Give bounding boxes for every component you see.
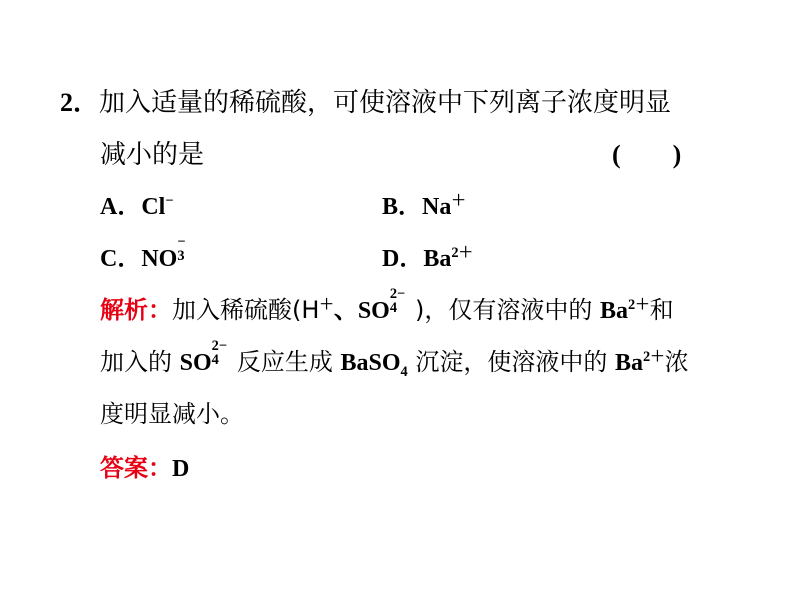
- so4-subscript-2: 4: [211, 352, 219, 369]
- so4-sub-sup: [389, 286, 415, 318]
- question-stem-2: 减小的是: [100, 140, 205, 170]
- analysis-text-2c: 沉淀，使溶液中的: [407, 348, 615, 376]
- question-stem-1: 加入适量的稀硫酸，可使溶液中下列离子浓度明显: [99, 88, 672, 118]
- so4-subscript: 4: [389, 300, 398, 317]
- option-b: [382, 186, 466, 221]
- analysis-text-2b: 反应生成: [236, 348, 341, 376]
- baso4-subscript: 4: [400, 363, 408, 380]
- analysis-text-1b: 、SO: [333, 298, 390, 324]
- option-d-ion: Ba: [423, 246, 452, 272]
- option-c-sub-sup: [177, 234, 202, 266]
- so4-sub-sup-2: [211, 338, 237, 370]
- option-a: [100, 186, 174, 221]
- so4-charge-2: 2−: [211, 338, 228, 355]
- answer-bracket: ( ): [612, 140, 682, 169]
- ba-charge-2: 2＋: [643, 349, 665, 366]
- analysis-text-3: 度明显减小。: [100, 400, 244, 428]
- h-charge: ＋: [319, 297, 334, 314]
- option-c: [100, 234, 203, 273]
- analysis-text-2d: 浓: [664, 348, 689, 376]
- analysis-text-1a: 加入稀硫酸(H: [172, 296, 320, 324]
- analysis-text-1c: )，仅有溶液中的: [415, 296, 601, 324]
- option-d: [382, 238, 473, 273]
- option-b-ion: Na: [422, 194, 452, 220]
- option-b-letter: B．: [382, 194, 423, 220]
- answer-label: 答案：: [100, 454, 172, 482]
- question-number: 2．: [60, 88, 100, 117]
- option-c-ion: NO: [141, 246, 178, 272]
- baso4-symbol: BaSO: [340, 350, 401, 376]
- analysis-line-3: [100, 394, 244, 429]
- option-a-ion: Cl: [141, 194, 166, 220]
- option-d-charge: 2＋: [451, 245, 473, 262]
- analysis-text-2a: 加入的: [100, 348, 180, 376]
- analysis-text-1d: 和: [649, 296, 674, 324]
- option-c-charge: −: [177, 234, 186, 251]
- ba-charge-1: 2＋: [628, 297, 650, 314]
- analysis-line-2: [100, 338, 689, 380]
- answer-value: D: [172, 456, 190, 482]
- so4-symbol-2: SO: [179, 350, 212, 376]
- analysis-label: 解析：: [100, 296, 172, 324]
- option-a-letter: A．: [100, 194, 142, 220]
- question-line-2: [100, 134, 204, 171]
- option-c-letter: C．: [100, 246, 142, 272]
- option-d-letter: D．: [382, 246, 424, 272]
- answer-line: [100, 448, 189, 483]
- ba-symbol-2: Ba: [614, 350, 643, 376]
- option-a-charge: −: [165, 193, 174, 210]
- ba-symbol-1: Ba: [600, 298, 629, 324]
- option-b-charge: ＋: [451, 193, 466, 210]
- question-line-1: [60, 82, 671, 119]
- option-c-subscript: 3: [177, 248, 185, 265]
- so4-charge: 2−: [389, 286, 406, 303]
- analysis-line-1: [100, 286, 674, 325]
